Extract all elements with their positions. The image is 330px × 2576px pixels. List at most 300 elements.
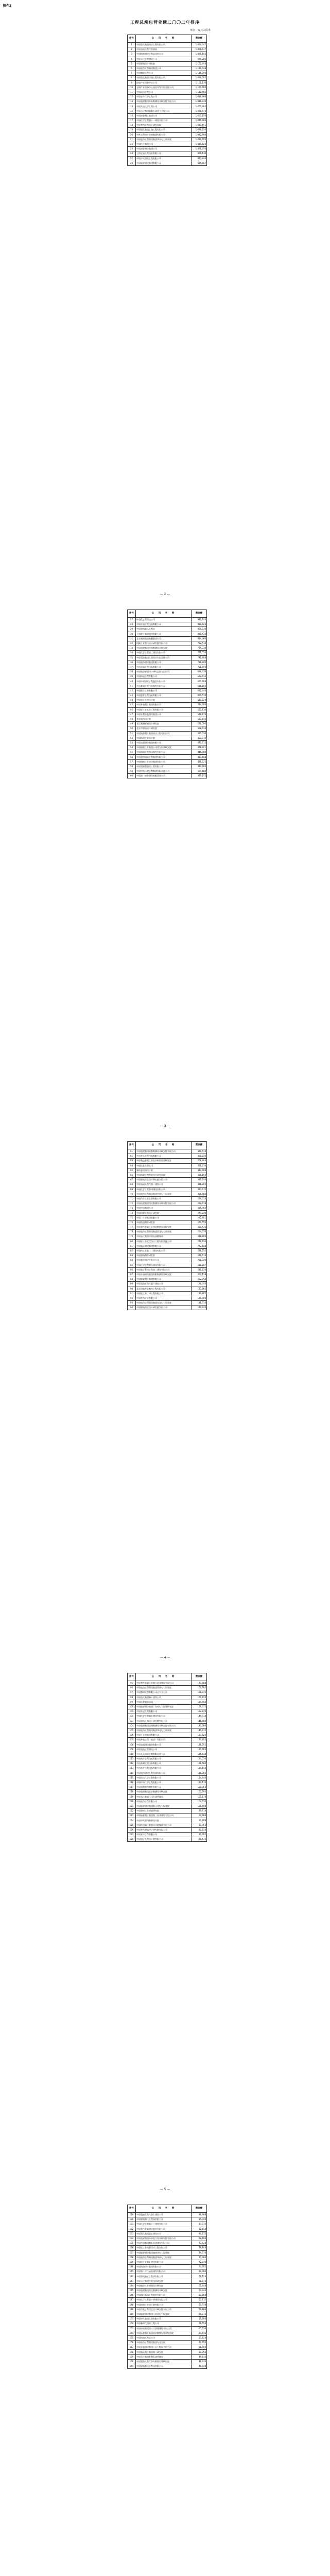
company-cell: 中国建筑科学研究院: [136, 1253, 192, 1258]
rank-cell: 141: [128, 2269, 136, 2274]
table-row: [128, 693, 207, 698]
table-row: [128, 99, 207, 104]
table-row: [128, 142, 207, 146]
company-cell: 中国煤炭科工集团有限公司: [136, 1277, 192, 1282]
rank-cell: 137: [128, 2250, 136, 2255]
revenue-cell: 109,956: [192, 1785, 207, 1790]
table-row: [128, 2279, 207, 2283]
table-row: [128, 1733, 207, 1738]
unit-label: 单位：万元人民币: [189, 29, 211, 32]
revenue-cell: 605,510: [192, 693, 207, 698]
rank-cell: 122: [128, 1809, 136, 1814]
rank-cell: 55: [128, 750, 136, 755]
table-row: [128, 1766, 207, 1771]
rank-cell: 40: [128, 679, 136, 684]
table-row: [128, 2359, 207, 2364]
table-row: [128, 1154, 207, 1159]
revenue-cell: 741,608: [192, 655, 207, 660]
rank-header: 序号: [128, 1673, 136, 1681]
revenue-cell: 1,086,330: [192, 99, 207, 104]
company-cell: 中国石化工程建设公司: [136, 57, 192, 61]
revenue-cell: 62,112: [192, 2298, 207, 2302]
table-row: [128, 1757, 207, 1761]
revenue-cell: 173,588: [192, 1681, 207, 1686]
company-cell: 中国汽车工业工程有限公司: [136, 1196, 192, 1201]
table-row: [128, 1263, 207, 1267]
company-cell: 中国核工业第二二建设有限公司: [136, 1248, 192, 1253]
rank-cell: 136: [128, 2246, 136, 2250]
rank-cell: 11: [128, 90, 136, 94]
rank-cell: 18: [128, 123, 136, 128]
revenue-cell: 93,956: [192, 1823, 207, 1827]
revenue-cell: 72,030: [192, 2260, 207, 2264]
table-row: [128, 1827, 207, 1832]
revenue-cell: 166,312: [192, 1690, 207, 1695]
company-cell: 中国机械工业建设集团有限公司: [136, 759, 192, 764]
table-row: [128, 1258, 207, 1263]
revenue-cell: 48,934: [192, 2359, 207, 2364]
company-cell: 华东电力设计院: [136, 717, 192, 721]
rank-cell: 83: [128, 1253, 136, 1258]
table-header-row: [128, 610, 207, 618]
table-row: [128, 2364, 207, 2369]
revenue-cell: 328,740: [192, 1178, 207, 1182]
company-cell: 中国化学工程第十三建设有限公司: [136, 2222, 192, 2227]
company-cell: 中国建筑第二工程局有限公司: [136, 2217, 192, 2222]
company-cell: 中国电力工程顾问集团华北电力设计院: [136, 1728, 192, 1733]
table-row: [128, 109, 207, 113]
rank-cell: 112: [128, 1761, 136, 1766]
table-row: [128, 684, 207, 688]
company-cell: 中国电力建设集团有限公司: [136, 660, 192, 665]
rank-cell: 88: [128, 1277, 136, 1282]
revenue-cell: 92,154: [192, 1827, 207, 1832]
rank-cell: 73: [128, 1206, 136, 1211]
revenue-cell: 124,076: [192, 1757, 207, 1761]
company-cell: 中国石化集团宁波工程有限公司: [136, 76, 192, 80]
company-cell: 中国建筑西北设计研究院有限公司: [136, 1306, 192, 1310]
company-cell: 上海宝冶工程技术有限公司: [136, 151, 192, 156]
rank-cell: 49: [128, 722, 136, 726]
revenue-cell: 73,386: [192, 2255, 207, 2260]
revenue-cell: 57,706: [192, 2317, 207, 2321]
table-row: [128, 2307, 207, 2312]
rank-cell: 95: [128, 1681, 136, 1686]
revenue-cell: 52,650: [192, 2341, 207, 2345]
table-row: [128, 627, 207, 632]
revenue-cell: 65,648: [192, 2283, 207, 2288]
company-cell: 中国铁道科学研究院: [136, 1220, 192, 1225]
table-row: [128, 1780, 207, 1785]
rank-cell: 37: [128, 665, 136, 669]
rank-cell: 111: [128, 1757, 136, 1761]
revenue-cell: 103,610: [192, 1799, 207, 1804]
company-cell: 中国电子工程设计院有限公司: [136, 1837, 192, 1842]
company-cell: 中国中铁二院工程集团有限责任公司: [136, 769, 192, 774]
rank-cell: 90: [128, 1286, 136, 1291]
revenue-cell: 272,801: [192, 1215, 207, 1220]
revenue-cell: 76,184: [192, 2246, 207, 2250]
revenue-cell: 90,392: [192, 1833, 207, 1837]
table-row: [128, 2298, 207, 2302]
revenue-cell: 152,730: [192, 1709, 207, 1714]
table-row: [128, 1149, 207, 1154]
table-row: [128, 736, 207, 740]
revenue-header: 营业额: [192, 35, 207, 43]
company-cell: 中冶赛迪工程技术股份有限公司: [136, 684, 192, 688]
revenue-cell: 226,514: [192, 1253, 207, 1258]
table-row: [128, 2255, 207, 2260]
revenue-cell: 638,102: [192, 684, 207, 688]
rank-cell: 62: [128, 1154, 136, 1159]
table-row: [128, 1690, 207, 1695]
company-cell: 中国石油天然气华东勘察设计研究院: [136, 2359, 192, 2364]
rank-cell: 129: [128, 2213, 136, 2217]
table-row: [128, 1799, 207, 1804]
table-row: [128, 132, 207, 137]
company-cell: 中国铁路设计集团有限公司: [136, 2265, 192, 2269]
company-cell: 中国天辰化学工程公司: [136, 104, 192, 109]
company-cell: 中国纺织工业设计院: [136, 736, 192, 740]
company-cell: 中国中冶集团公司: [136, 1206, 192, 1211]
company-cell: 中国石油管道局工程有限公司: [136, 764, 192, 769]
company-cell: 中国电力工程顾问集团西南电力设计院: [136, 1686, 192, 1690]
company-cell: 中国电建集团西北勘测设计研究院: [136, 2289, 192, 2293]
table-row: [128, 47, 207, 52]
rank-cell: 133: [128, 2231, 136, 2236]
revenue-cell: 56,656: [192, 2321, 207, 2326]
rank-cell: 31: [128, 636, 136, 641]
table-row: [128, 2213, 207, 2217]
rank-cell: 143: [128, 2279, 136, 2283]
rank-cell: 80: [128, 1239, 136, 1244]
rank-cell: 160: [128, 2359, 136, 2364]
rank-cell: 65: [128, 1168, 136, 1173]
rank-cell: 131: [128, 2222, 136, 2227]
revenue-cell: 231,752: [192, 1248, 207, 1253]
rank-cell: 58: [128, 764, 136, 769]
table-row: [128, 2345, 207, 2350]
table-row: [128, 1704, 207, 1709]
revenue-cell: 829,412: [192, 632, 207, 636]
company-cell: 上海建工集团股份有限公司: [136, 632, 192, 636]
company-cell: 中国新兴建设开发总公司: [136, 1258, 192, 1263]
table-row: [128, 1814, 207, 1818]
revenue-cell: 587,920: [192, 698, 207, 703]
rank-cell: 52: [128, 736, 136, 740]
revenue-cell: 55,626: [192, 2326, 207, 2331]
revenue-cell: 1,018,703: [192, 137, 207, 142]
table-row: [128, 1163, 207, 1168]
table-row: [128, 2335, 207, 2340]
revenue-header: 营业额: [192, 1142, 207, 1149]
rank-cell: 124: [128, 1818, 136, 1823]
revenue-cell: 279,240: [192, 1211, 207, 1215]
rank-cell: 70: [128, 1192, 136, 1196]
revenue-cell: 508,416: [192, 726, 207, 731]
revenue-cell: 159,404: [192, 1700, 207, 1704]
rank-cell: 109: [128, 1747, 136, 1752]
rank-cell: 43: [128, 693, 136, 698]
revenue-cell: 792,514: [192, 641, 207, 646]
revenue-cell: 107,792: [192, 1790, 207, 1794]
company-cell: 中国电力工程顾问集团华南电力设计院: [136, 2255, 192, 2260]
company-cell: 中国航天建设集团有限公司: [136, 1244, 192, 1248]
company-header: 公 司 名 称: [136, 2205, 192, 2213]
revenue-header: 营业额: [192, 1673, 207, 1681]
table-row: [128, 679, 207, 684]
company-cell: 北京城建集团有限责任公司: [136, 636, 192, 641]
rank-cell: 4: [128, 57, 136, 61]
ranking-table: [127, 2205, 207, 2369]
rank-cell: 144: [128, 2283, 136, 2288]
table-row: [128, 2312, 207, 2316]
revenue-cell: 198,340: [192, 1282, 207, 1286]
table-row: [128, 1804, 207, 1808]
company-cell: 中国有色工程设计研究总院: [136, 123, 192, 128]
company-cell: 中国环球化学工程有限公司: [136, 1780, 192, 1785]
table-row: [128, 1267, 207, 1272]
table-row: [128, 156, 207, 161]
rank-cell: 96: [128, 1686, 136, 1690]
rank-cell: 139: [128, 2260, 136, 2264]
table-row: [128, 722, 207, 726]
table-row: [128, 80, 207, 85]
page-number: — 2 —: [160, 592, 170, 596]
table-row: [128, 90, 207, 94]
company-cell: 中国建筑第六工程局有限公司: [136, 2364, 192, 2369]
revenue-cell: 185,700: [192, 1296, 207, 1300]
rank-cell: 132: [128, 2227, 136, 2231]
rank-cell: 116: [128, 1780, 136, 1785]
company-cell: 北京市建筑设计研究院: [136, 726, 192, 731]
rank-cell: 42: [128, 688, 136, 693]
table-row: [128, 1823, 207, 1827]
revenue-cell: 1,100,000: [192, 85, 207, 90]
company-cell: 中国轻工业武汉设计工程有限责任公司: [136, 1239, 192, 1244]
rank-cell: 9: [128, 80, 136, 85]
revenue-cell: 63,268: [192, 2293, 207, 2298]
company-cell: 中国市政工程西北设计研究院有限公司: [136, 2307, 192, 2312]
revenue-cell: 996,130: [192, 151, 207, 156]
ranking-table: [127, 609, 207, 778]
rank-cell: 26: [128, 161, 136, 165]
company-cell: 机械工业第六设计研究院有限公司: [136, 641, 192, 646]
table-row: [128, 1291, 207, 1296]
rank-cell: 66: [128, 1173, 136, 1177]
revenue-header: 营业额: [192, 610, 207, 618]
rank-cell: 82: [128, 1248, 136, 1253]
table-row: [128, 95, 207, 99]
table-row: [128, 104, 207, 109]
table-row: [128, 646, 207, 651]
rank-cell: 151: [128, 2317, 136, 2321]
table-row: [128, 61, 207, 66]
table-row: [128, 651, 207, 655]
revenue-cell: 83,730: [192, 2222, 207, 2227]
company-cell: 中国纺织工业设计院有限公司: [136, 2302, 192, 2307]
rank-cell: 86: [128, 1267, 136, 1272]
company-cell: 中冶长天国际工程有限责任公司: [136, 1752, 192, 1756]
company-cell: 中国冶金科工集团第三冶金建设有限公司: [136, 1814, 192, 1818]
company-cell: 中国电建集团北京勘测设计研究院: [136, 1790, 192, 1794]
rank-cell: 92: [128, 1296, 136, 1300]
table-row: [128, 2265, 207, 2269]
rank-cell: 25: [128, 156, 136, 161]
rank-cell: 159: [128, 2354, 136, 2359]
table-row: [128, 1225, 207, 1230]
company-cell: 中国电力工程顾问集团公司: [136, 66, 192, 71]
rank-cell: 21: [128, 137, 136, 142]
company-cell: 中国石化集团江汉石油管理局: [136, 1794, 192, 1799]
rank-cell: 149: [128, 2307, 136, 2312]
rank-cell: 12: [128, 95, 136, 99]
table-row: [128, 57, 207, 61]
revenue-cell: 169,902: [192, 1686, 207, 1690]
rank-cell: 87: [128, 1272, 136, 1277]
table-row: [128, 113, 207, 118]
rank-cell: 38: [128, 670, 136, 674]
rank-cell: 135: [128, 2241, 136, 2246]
rank-cell: 56: [128, 755, 136, 759]
table-row: [128, 1695, 207, 1700]
company-cell: 中国石化集团南京工程有限公司: [136, 43, 192, 47]
rank-cell: 27: [128, 618, 136, 622]
revenue-cell: 207,118: [192, 1272, 207, 1277]
company-cell: 中国船舶工业集团公司第九设计研究院: [136, 745, 192, 750]
revenue-cell: 650,208: [192, 679, 207, 684]
table-row: [128, 1277, 207, 1282]
revenue-cell: 116,762: [192, 1771, 207, 1775]
revenue-cell: 143,360: [192, 1723, 207, 1728]
table-row: [128, 2350, 207, 2354]
revenue-cell: 140,412: [192, 1728, 207, 1733]
company-cell: 北京国电华北电力工程有限公司: [136, 1286, 192, 1291]
table-row: [128, 618, 207, 622]
revenue-cell: 149,518: [192, 1714, 207, 1719]
revenue-cell: 537,612: [192, 717, 207, 721]
company-cell: 中冶华天工程技术有限公司: [136, 1154, 192, 1159]
table-row: [128, 2269, 207, 2274]
revenue-cell: 482,770: [192, 736, 207, 740]
revenue-cell: 458,201: [192, 745, 207, 750]
revenue-cell: 68,124: [192, 2274, 207, 2279]
table-row: [128, 1182, 207, 1187]
rank-cell: 154: [128, 2331, 136, 2335]
table-row: [128, 641, 207, 646]
rank-cell: 71: [128, 1196, 136, 1201]
company-cell: 中国有色金属工业西安勘察设计研究院: [136, 1225, 192, 1230]
table-row: [128, 2246, 207, 2250]
company-header: 公 司 名 称: [136, 1142, 192, 1149]
company-cell: 中国航空规划设计研究总院有限公司: [136, 670, 192, 674]
company-cell: 中国有色金属工业长沙勘察设计研究院: [136, 1159, 192, 1163]
company-cell: 中国建筑第五工程局有限公司: [136, 2274, 192, 2279]
rank-cell: 72: [128, 1201, 136, 1206]
rank-cell: 68: [128, 1182, 136, 1187]
company-cell: 中国石油天然气第六建设公司: [136, 1282, 192, 1286]
company-cell: 中国有色金属工业第六冶金建设有限公司: [136, 1681, 192, 1686]
table-row: [128, 2341, 207, 2345]
rank-cell: 157: [128, 2345, 136, 2350]
company-cell: 中国水利水电建设集团公司: [136, 712, 192, 717]
table-row: [128, 1211, 207, 1215]
revenue-cell: 105,678: [192, 1794, 207, 1799]
rank-cell: 30: [128, 632, 136, 636]
revenue-cell: 237,108: [192, 1244, 207, 1248]
revenue-cell: 775,330: [192, 646, 207, 651]
company-cell: 中国冶金科工集团北京钢铁设计研究总院: [136, 2331, 192, 2335]
table-row: [128, 717, 207, 721]
table-row: [128, 2217, 207, 2222]
company-cell: 中国华东建筑设计研究院有限公司: [136, 1827, 192, 1832]
rank-cell: 6: [128, 66, 136, 71]
rank-cell: 59: [128, 769, 136, 774]
revenue-cell: 378,510: [192, 1149, 207, 1154]
rank-cell: 93: [128, 1301, 136, 1306]
company-cell: 中国电力工程顾问集团华东电力设计院: [136, 137, 192, 142]
rank-cell: 46: [128, 707, 136, 712]
revenue-cell: 1,150,648: [192, 61, 207, 66]
rank-cell: 2: [128, 47, 136, 52]
rank-cell: 8: [128, 76, 136, 80]
rank-cell: 15: [128, 109, 136, 113]
company-cell: 中国交通建设股份有限公司: [136, 1742, 192, 1747]
company-cell: 中国电建集团昆明勘测设计研究院有限公司: [136, 1723, 192, 1728]
table-row: [128, 1837, 207, 1842]
company-cell: 中国建筑设计研究院: [136, 61, 192, 66]
rank-cell: 3: [128, 52, 136, 57]
attachment-label: 附件2: [3, 4, 12, 8]
table-row: [128, 1248, 207, 1253]
revenue-cell: 177,440: [192, 1306, 207, 1310]
table-row: [128, 161, 207, 165]
company-cell: 中国水利电力对外有限公司: [136, 1785, 192, 1790]
company-cell: 中国电力工程顾问集团东北电力设计院: [136, 1301, 192, 1306]
revenue-cell: 50,756: [192, 2350, 207, 2354]
company-cell: 中国电建集团华东勘测设计研究院有限公司: [136, 99, 192, 104]
table-row: [128, 636, 207, 641]
company-cell: 中国铁路建设工程总承包公司: [136, 52, 192, 57]
revenue-cell: 58,776: [192, 2312, 207, 2316]
company-cell: 中国五环工程有限公司: [136, 1833, 192, 1837]
table-row: [128, 1187, 207, 1192]
table-header-row: [128, 1673, 207, 1681]
rank-cell: 64: [128, 1163, 136, 1168]
company-cell: 中国中冶集团第五冶金建设有限公司: [136, 2241, 192, 2246]
table-row: [128, 660, 207, 665]
company-cell: 中国成达化学工程有限公司: [136, 1775, 192, 1780]
revenue-cell: 701,550: [192, 665, 207, 669]
table-row: [128, 1206, 207, 1211]
rank-cell: 106: [128, 1733, 136, 1738]
table-row: [128, 1282, 207, 1286]
rank-cell: 155: [128, 2335, 136, 2340]
company-cell: 中国有色金属建设股份有限公司: [136, 2227, 192, 2231]
revenue-cell: 221,340: [192, 1258, 207, 1263]
company-cell: 长江勘测规划设计研究院: [136, 722, 192, 726]
revenue-cell: 119,144: [192, 1766, 207, 1771]
table-row: [128, 1306, 207, 1310]
rank-cell: 7: [128, 71, 136, 76]
rank-cell: 161: [128, 2364, 136, 2369]
revenue-cell: 137,520: [192, 1733, 207, 1738]
table-row: [128, 731, 207, 736]
table-row: [128, 1747, 207, 1752]
company-cell: 中国华电科工集团有限公司: [136, 703, 192, 707]
company-cell: 中国寰球工程公司: [136, 71, 192, 76]
company-cell: 中国启源工程设计研究院: [136, 1211, 192, 1215]
